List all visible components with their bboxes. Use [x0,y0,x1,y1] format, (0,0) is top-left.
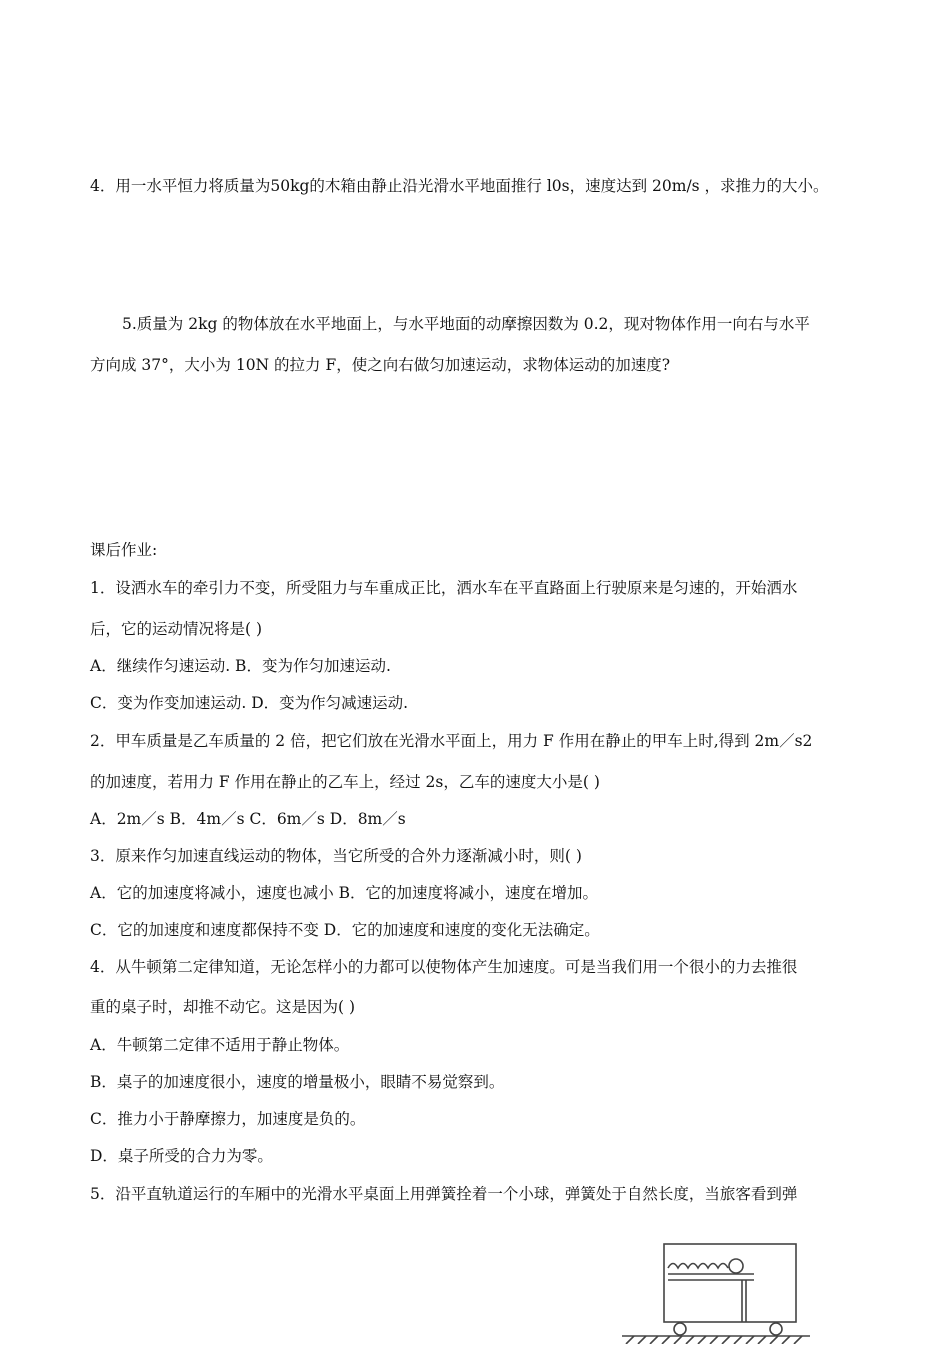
spring [668,1264,728,1269]
homework-q4-line-1: 4．从牛顿第二定律知道，无论怎样小的力都可以使物体产生加速度。可是当我们用一个很小的力去推很 [90,958,798,976]
homework-q2-options: A．2m／s B．4m／s C．6m／s D．8m／s [90,810,406,828]
homework-q1-line-1: 1．设洒水车的牵引力不变，所受阻力与车重成正比，洒水车在平直路面上行驶原来是匀速的，开始洒水 [90,579,798,597]
train-car-spring-ball-icon [618,1240,814,1344]
homework-q3-stem: 3．原来作匀加速直线运动的物体，当它所受的合外力逐渐减小时，则( ) [90,847,582,865]
homework-q2-line-2: 的加速度，若用力 F 作用在静止的乙车上，经过 2s，乙车的速度大小是( ) [90,773,600,791]
homework-q3-options-ab: A．它的加速度将减小，速度也减小 B．它的加速度将减小，速度在增加。 [90,884,599,902]
homework-q4-option-a: A．牛顿第二定律不适用于静止物体。 [90,1036,350,1054]
practice-question-5-line-2: 方向成 37°，大小为 10N 的拉力 F，使之向右做匀加速运动，求物体运动的加速度? [90,356,671,374]
homework-q1-line-2: 后，它的运动情况将是( ) [90,620,263,638]
practice-question-5-line-1: 5.质量为 2kg 的物体放在水平地面上，与水平地面的动摩擦因数为 0.2，现对物体作用一向右与水平 [122,315,810,333]
train-car-body [664,1244,796,1322]
homework-q4-option-b: B．桌子的加速度很小，速度的增量极小，眼睛不易觉察到。 [90,1073,505,1091]
homework-q4-option-d: D．桌子所受的合力为零。 [90,1147,273,1165]
homework-q1-options-ab: A．继续作匀速运动. B．变为作匀加速运动. [90,657,391,675]
homework-q1-options-cd: C．变为作变加速运动. D．变为作匀减速运动. [90,694,409,712]
homework-q5-line-1: 5．沿平直轨道运行的车厢中的光滑水平桌面上用弹簧拴着一个小球，弹簧处于自然长度，当旅客看到弹 [90,1185,798,1203]
train-car-figure [618,1240,814,1344]
homework-q2-line-1: 2．甲车质量是乙车质量的 2 倍，把它们放在光滑水平面上，用力 F 作用在静止的甲车上时,得到 2m／s2 [90,732,813,750]
wheel-right [770,1323,782,1335]
wheel-left [674,1323,686,1335]
ball [729,1259,743,1273]
homework-q4-option-c: C．推力小于静摩擦力，加速度是负的。 [90,1110,366,1128]
homework-heading: 课后作业: [90,541,158,559]
ground-hatching [626,1336,802,1344]
homework-q3-options-cd: C．它的加速度和速度都保持不变 D．它的加速度和速度的变化无法确定。 [90,921,600,939]
homework-q4-line-2: 重的桌子时，却推不动它。这是因为( ) [90,998,356,1016]
practice-question-4: 4．用一水平恒力将质量为50kg的木箱由静止沿光滑水平地面推行 l0s，速度达到 20m/s ，求推力的大小。 [90,177,829,195]
